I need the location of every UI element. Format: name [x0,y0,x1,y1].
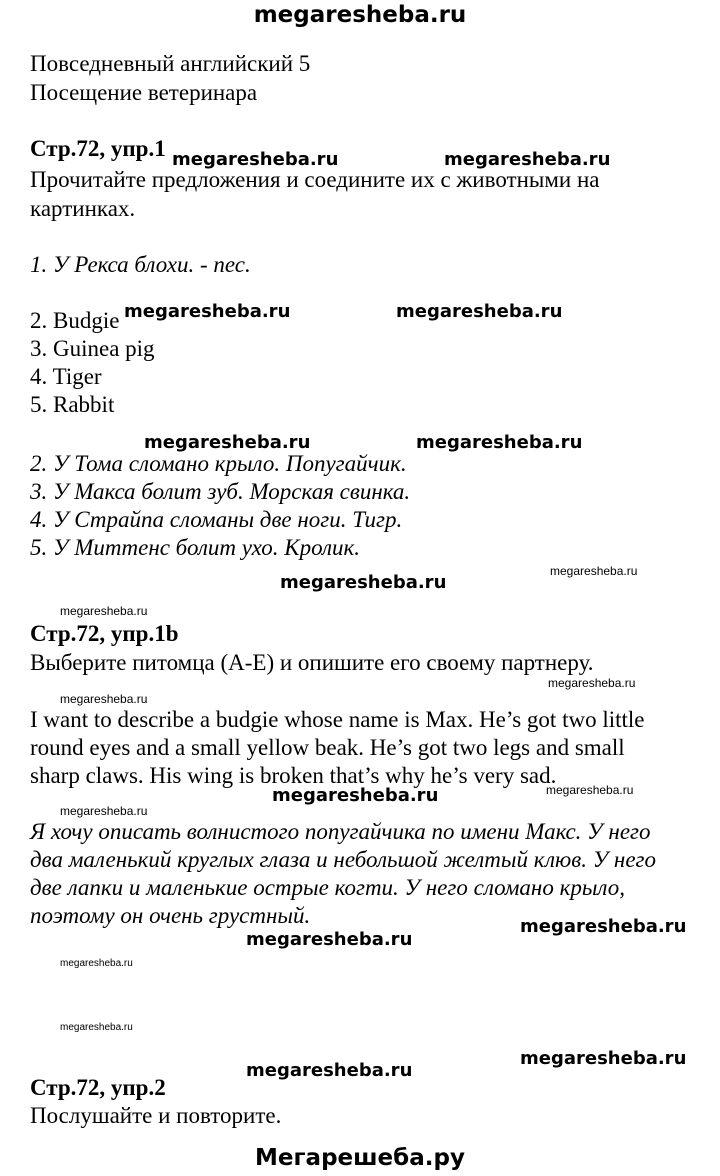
answer-ru-item: 2. У Тома сломано крыло. Попугайчик. [30,451,407,476]
lesson-subtitle: Посещение ветеринара [30,80,258,105]
watermark: megaresheba.ru [124,301,291,322]
exercise1-task-line: картинках. [30,196,136,221]
footer-watermark: Мегарешеба.ру [255,1145,465,1171]
watermark: megaresheba.ru [520,916,687,937]
exercise1-example: 1. У Рекса блохи. - пес. [30,252,251,277]
exercise1-task-line: Прочитайте предложения и соедините их с животными на [30,167,600,192]
watermark: megaresheba.ru [246,1060,413,1081]
answer-en-paragraph-line: round eyes and a small yellow beak. He’s got two legs and small [30,735,625,760]
watermark: megaresheba.ru [396,301,563,322]
watermark: megaresheba.ru [550,564,638,578]
lesson-title: Повседневный английский 5 [30,51,311,76]
watermark: megaresheba.ru [172,149,339,170]
watermark: megaresheba.ru [444,149,611,170]
watermark: megaresheba.ru [546,783,634,797]
watermark: megaresheba.ru [60,804,148,818]
answer-ru-paragraph-line: два маленький круглых глаза и небольшой желтый клюв. У него [30,847,657,872]
header-watermark: megaresheba.ru [253,2,467,28]
answer-ru-paragraph-line: поэтому он очень грустный. [30,903,311,928]
exercise2-heading: Стр.72, упр.2 [30,1075,166,1100]
watermark: megaresheba.ru [548,676,636,690]
answer-en-paragraph-line: sharp claws. His wing is broken that’s why he’s very sad. [30,763,557,788]
answer-en-item: 4. Tiger [30,364,102,389]
exercise1b-task: Выберите питомца (А-Е) и опишите его своему партнеру. [30,650,594,675]
watermark: megaresheba.ru [60,958,133,969]
watermark: megaresheba.ru [246,929,413,950]
exercise1-heading: Стр.72, упр.1 [30,136,166,161]
answer-ru-item: 3. У Макса болит зуб. Морская свинка. [30,479,411,504]
watermark: megaresheba.ru [60,692,148,706]
watermark: megaresheba.ru [60,1022,133,1033]
answer-ru-item: 4. У Страйпа сломаны две ноги. Тигр. [30,507,403,532]
watermark: megaresheba.ru [144,432,311,453]
answer-en-item: 5. Rabbit [30,392,115,417]
answer-ru-paragraph-line: две лапки и маленькие острые когти. У него сломано крыло, [30,875,625,900]
answer-en-item: 3. Guinea pig [30,336,155,361]
answer-ru-item: 5. У Миттенс болит ухо. Кролик. [30,535,361,560]
watermark: megaresheba.ru [280,572,447,593]
exercise2-task: Послушайте и повторите. [30,1103,282,1128]
answer-ru-paragraph-line: Я хочу описать волнистого попугайчика по имени Макс. У него [30,819,651,844]
watermark: megaresheba.ru [416,432,583,453]
watermark: megaresheba.ru [520,1048,687,1069]
exercise1b-heading: Стр.72, упр.1b [30,621,179,646]
answer-en-paragraph-line: I want to describe a budgie whose name is Max. He’s got two little [30,707,645,732]
watermark: megaresheba.ru [272,785,439,806]
answer-en-item: 2. Budgie [30,308,120,333]
watermark: megaresheba.ru [60,604,148,618]
